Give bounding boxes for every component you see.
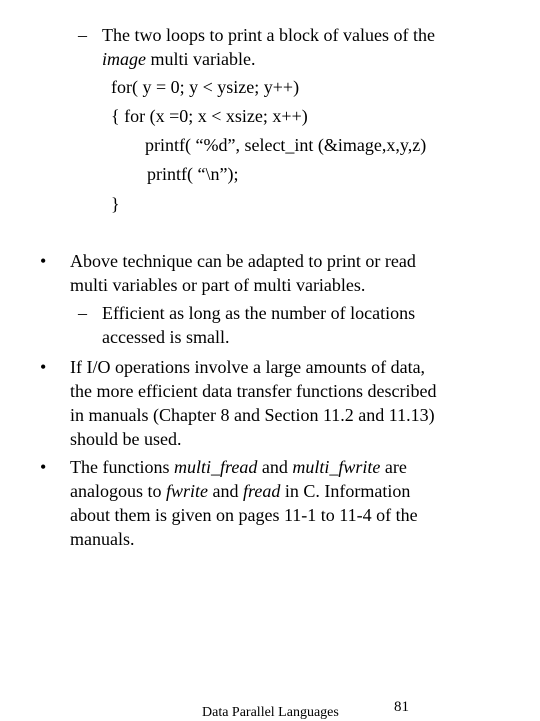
bullet-2-symbol: • — [40, 357, 47, 377]
bullet-3-line-1 — [70, 455, 407, 479]
bullet-2-line-2: the more efficient data transfer functions described — [70, 381, 437, 401]
bullet-3-line-1-e: are — [380, 457, 407, 477]
bullet-1-sub-line-1: Efficient as long as the number of locations — [102, 303, 416, 323]
code-line-5: } — [111, 194, 120, 214]
bullet-3-line-2 — [70, 479, 410, 503]
footer-title: Data Parallel Languages — [202, 705, 339, 720]
bullet-3-line-2-c: and — [208, 481, 244, 501]
bullet-1-sub-dash: – — [78, 303, 87, 323]
multi-fwrite-italic: multi_fwrite — [292, 457, 381, 477]
fwrite-italic: fwrite — [166, 481, 209, 501]
bullet-3-line-4: manuals. — [70, 529, 135, 549]
bullet-3-symbol: • — [40, 457, 47, 477]
top-item-image-italic: image — [102, 49, 146, 69]
bullet-2-line-1: If I/O operations involve a large amounts of data, — [70, 357, 426, 377]
code-line-2: { for (x =0; x < xsize; x++) — [111, 106, 308, 126]
bullet-1-symbol: • — [40, 251, 47, 271]
bullet-1-line-2: multi variables or part of multi variables. — [70, 275, 366, 295]
top-item-line-2-rest: multi variable. — [146, 49, 256, 69]
top-dash: – — [78, 25, 87, 45]
code-line-3: printf( “%d”, select_int (&image,x,y,z) — [145, 135, 427, 155]
bullet-3-line-1-a: The functions — [70, 457, 174, 477]
top-item-line-2 — [102, 47, 255, 71]
bullet-2-line-4: should be used. — [70, 429, 182, 449]
code-line-1: for( y = 0; y < ysize; y++) — [111, 77, 300, 97]
code-line-4: printf( “\n”); — [147, 164, 239, 184]
bullet-3-line-2-a: analogous to — [70, 481, 166, 501]
bullet-1-sub-line-2: accessed is small. — [102, 327, 230, 347]
bullet-1-line-1: Above technique can be adapted to print or read — [70, 251, 416, 271]
multi-fread-italic: multi_fread — [173, 457, 258, 477]
bullet-2-line-3: in manuals (Chapter 8 and Section 11.2 and 11.13) — [70, 405, 435, 425]
bullet-3-line-3: about them is given on pages 11-1 to 11-4 of the — [70, 505, 418, 525]
page-number: 81 — [394, 699, 409, 715]
top-item-line-1: The two loops to print a block of values of the — [102, 25, 435, 45]
bullet-3-line-2-e: in C. Information — [280, 481, 411, 501]
bullet-3-line-1-c: and — [257, 457, 293, 477]
fread-italic: fread — [243, 481, 281, 501]
